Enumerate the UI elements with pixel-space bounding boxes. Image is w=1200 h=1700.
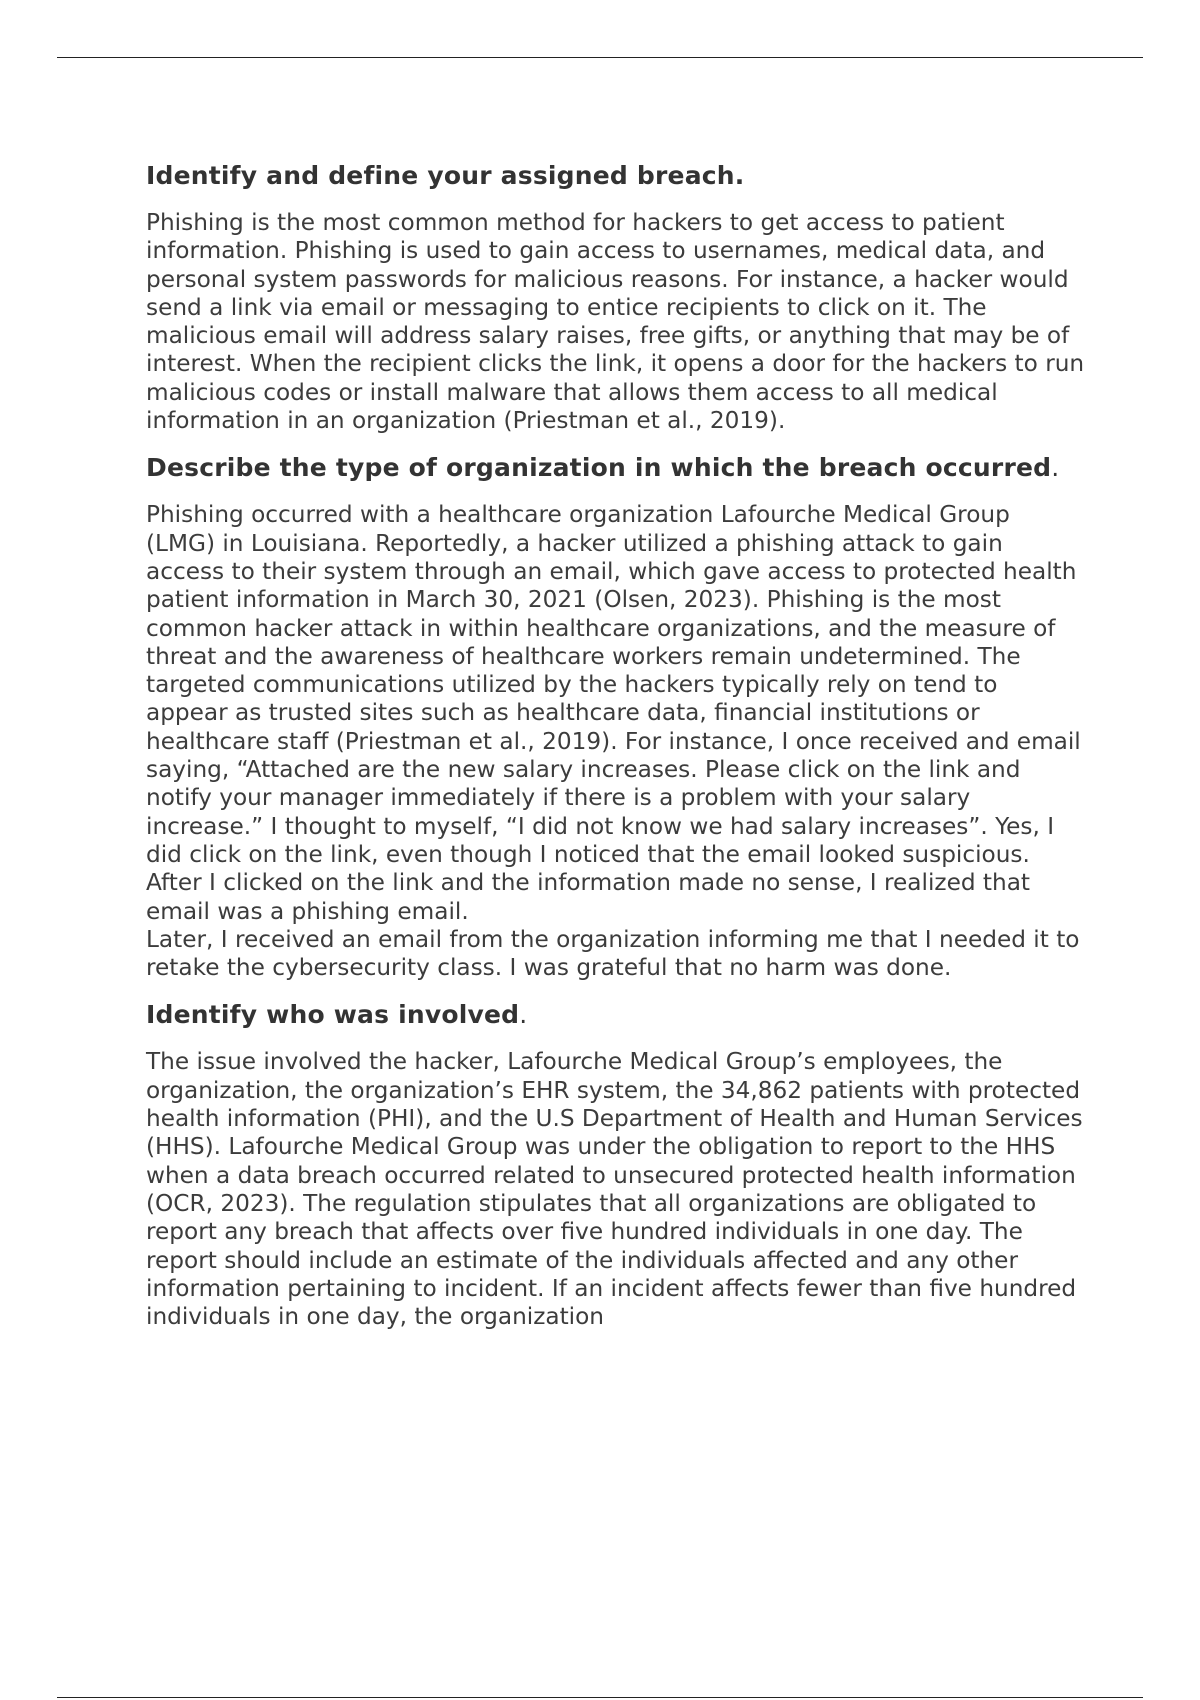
heading-trail: . [1051,453,1060,483]
document-body [146,162,1086,1350]
heading-trail: . [519,1000,528,1030]
section-heading-breach [146,162,1086,190]
heading-text: Describe the type of organization in which the breach occurred [146,453,1052,483]
section-heading-involved [146,1001,1086,1029]
organization-followup-paragraph: Later, I received an email from the organization informing me that I needed it to retake the cybersecurity class. I was grateful that no harm was done. [146,925,1080,982]
heading-text: Identify and define your assigned breach. [146,161,745,190]
organization-paragraph: Phishing occurred with a healthcare organization Lafourche Medical Group (LMG) in Louisiana. Reportedly, a hacker utilized a phishing attack to gain access to their system through an email, which gave access to protected health patient information in March 30, 2021 (Olsen, 2023). Phishing is the most common hacker attack in within healthcare organizations, and the measure of threat and the awareness of healthcare workers remain undetermined. The targeted communications utilized by the hackers typically rely on tend to appear as trusted sites such as healthcare data, financial institutions or healthcare staff (Priestman et al., 2019). For instance, I once received and email saying, “Attached are the new salary increases. Please click on the link and notify your manager immediately if there is a problem with your salary increase.” I thought to myself, “I did not know we had salary increases”. Yes, I did click on the link, even though I noticed that the email looked suspicious. After I clicked on the link and the information made no sense, I realized that email was a phishing email. [146,501,1081,925]
section-heading-organization [146,454,1086,482]
footer-rule [57,1697,1143,1698]
header-rule [57,57,1143,58]
involved-paragraph: The issue involved the hacker, Lafourche Medical Group’s employees, the organization, the organization’s EHR system, the 34,862 patients with protected health information (PHI), and the U.S Department of Health and Human Services (HHS). Lafourche Medical Group was under the obligation to report to the HHS when a data breach occurred related to unsecured protected health information (OCR, 2023). The regulation stipulates that all organizations are obligated to report any breach that affects over five hundred individuals in one day. The report should include an estimate of the individuals affected and any other information pertaining to incident. If an incident affects fewer than five hundred individuals in one day, the organization [146,1048,1083,1331]
breach-definition-paragraph: Phishing is the most common method for hackers to get access to patient information. Phishing is used to gain access to usernames, medical data, and personal system passwords for malicious reasons. For instance, a hacker would send a link via email or messaging to entice recipients to click on it. The malicious email will address salary raises, free gifts, or anything that may be of interest. When the recipient clicks the link, it opens a door for the hackers to run malicious codes or install malware that allows them access to all medical information in an organization (Priestman et al., 2019). [146,209,1085,435]
heading-text: Identify who was involved [146,1000,520,1030]
